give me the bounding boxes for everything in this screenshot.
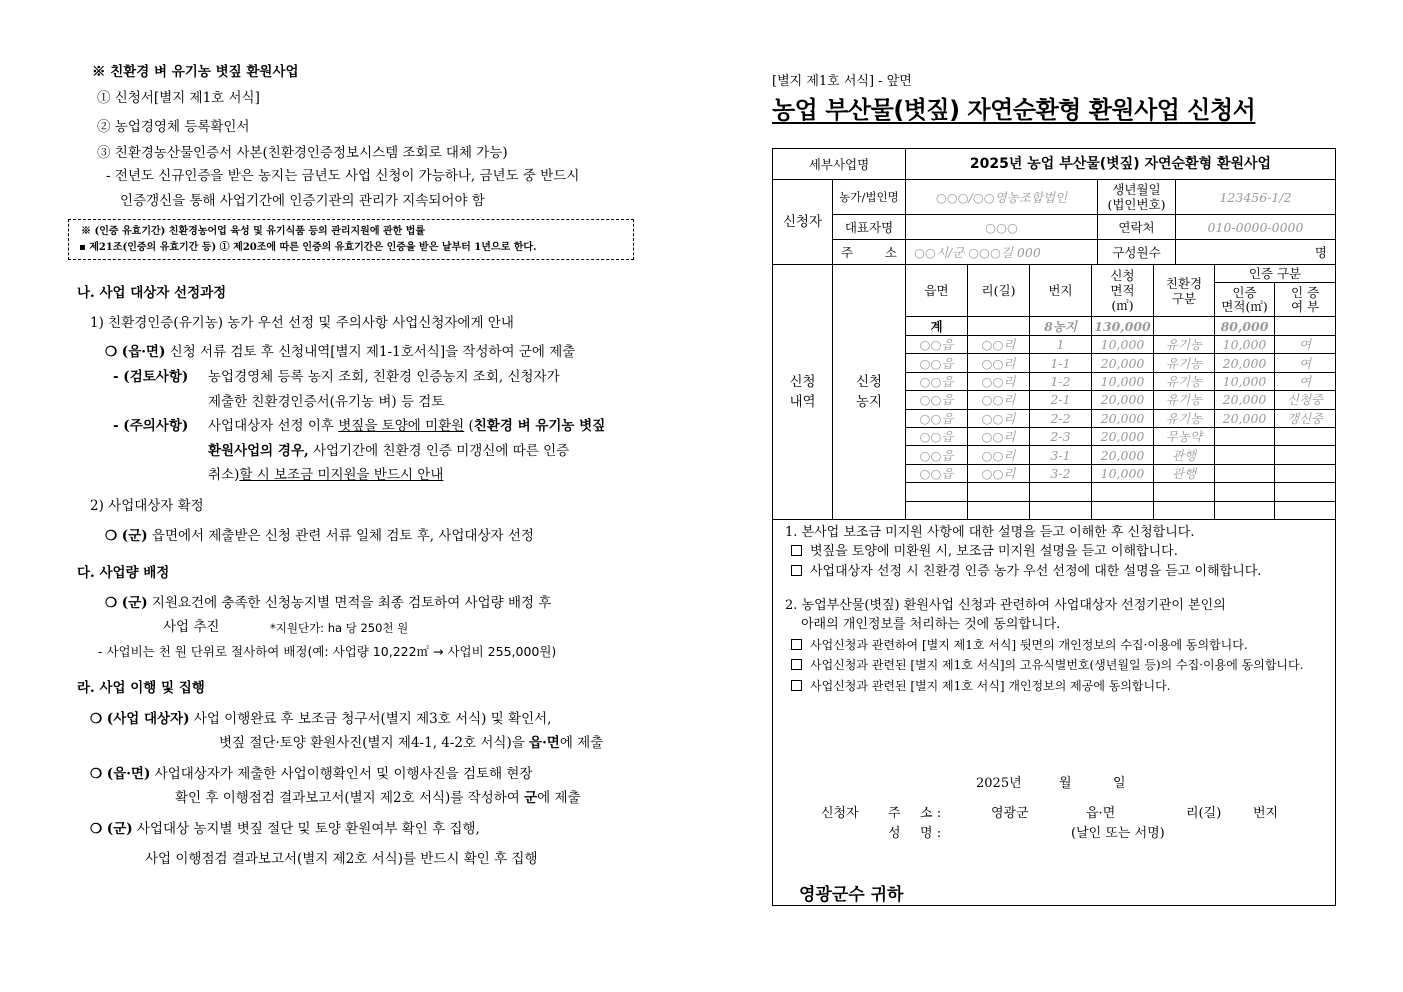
- caution-text-2a: 환원사업의 경우,: [208, 443, 309, 459]
- col-eco-2: 구분: [1171, 290, 1197, 306]
- sig-ri: 리(길): [1186, 806, 1222, 821]
- na-item-2: 2) 사업대상자 확정: [90, 498, 204, 514]
- farmland-cell-ri[interactable]: [968, 502, 1030, 520]
- col-cert: 인증 구분: [1215, 265, 1335, 283]
- rep-name-label: 대표자명: [833, 215, 906, 240]
- ra-item-1-tag: ❍ (사업 대상자): [90, 711, 190, 727]
- ra-item-3-tag: ❍ (군): [90, 821, 133, 837]
- col-area-1: 신청: [1110, 268, 1135, 283]
- checkbox-1b[interactable]: [791, 565, 802, 576]
- farmland-cell-cert-yn[interactable]: 신청중: [1275, 391, 1335, 409]
- total-ri: [968, 317, 1030, 336]
- total-area: 130,000: [1092, 317, 1154, 336]
- consent-2d-text: 사업신청과 관련된 [별지 제1호 서식] 개인정보의 제공에 동의합니다.: [810, 679, 1171, 693]
- legal-note-box: [68, 219, 634, 260]
- farmland-label-2: 농지: [855, 394, 883, 410]
- sig-county: 영광군: [991, 806, 1029, 821]
- da-item-1-tag: ❍ (군): [105, 595, 148, 611]
- doc-item-1: ① 신청서[별지 제1호 서식]: [97, 90, 260, 106]
- form-reference: [별지 제1호 서식] - 앞면: [772, 74, 912, 89]
- consent-2: 2. 농업부산물(볏짚) 환원사업 신청과 관련하여 사업대상자 선정기관이 본인의: [785, 598, 1226, 613]
- review-tag: - (검토사항): [113, 369, 189, 385]
- farmland-cell-ri[interactable]: ○○리: [968, 410, 1030, 428]
- ra-item-1-text: 사업 이행완료 후 보조금 청구서(별지 제3호 서식) 및 확인서,: [193, 711, 552, 727]
- consent-2a-text: 사업신청과 관련하여 [별지 제1호 서식] 뒷면의 개인정보의 수집·이용에 동의합니다.: [810, 638, 1248, 652]
- ra-item-2b-c: 에 제출: [537, 790, 581, 806]
- consent-2b: 아래의 개인정보를 처리하는 것에 동의합니다.: [801, 617, 1061, 632]
- total-bunji: 8농지: [1030, 317, 1092, 336]
- farmland-cell-bunji[interactable]: 1-1: [1030, 354, 1092, 372]
- farmland-cell-eup[interactable]: ○○읍: [906, 391, 968, 409]
- farmland-cell-ri[interactable]: [968, 483, 1030, 501]
- biz-name-value: 2025년 농업 부산물(볏짚) 자연순환형 환원사업: [906, 149, 1335, 180]
- birth-field[interactable]: 123456-1/2: [1176, 180, 1335, 215]
- col-area-2: 면적: [1110, 283, 1135, 298]
- ra-item-2b-a: 확인 후 이행점검 결과보고서(별지 제2호 서식)를 작성하여: [175, 790, 525, 806]
- farmland-cell-cert-area[interactable]: [1215, 483, 1275, 501]
- consent-2c-text: 사업신청과 관련된 [별지 제1호 서식]의 고유식별번호(생년월일 등)의 수집·이용에 동의합니다.: [810, 658, 1304, 672]
- checkbox-2d[interactable]: [791, 680, 802, 691]
- farmland-cell-bunji[interactable]: 3-1: [1030, 446, 1092, 464]
- address-label: [833, 240, 906, 265]
- farmland-cell-eco[interactable]: 유기농: [1154, 410, 1215, 428]
- na-item-2a-tag: ❍ (군): [105, 528, 148, 544]
- caution-text-1b: 볏짚을 토양에 미환원: [338, 418, 465, 434]
- ra-item-2b: [175, 789, 581, 807]
- ra-item-2: [90, 765, 533, 783]
- farmland-cell-area[interactable]: 20,000: [1092, 410, 1154, 428]
- farmland-cell-ri[interactable]: ○○리: [968, 373, 1030, 391]
- biz-name-label: 세부사업명: [773, 149, 906, 180]
- farmland-cell-cert-area[interactable]: [1215, 446, 1275, 464]
- date-month: 월: [1059, 776, 1072, 791]
- farmland-cell-bunji[interactable]: 1-2: [1030, 373, 1092, 391]
- farm-name-field[interactable]: ○○○/○○영농조합법인: [906, 180, 1098, 215]
- farmland-cell-eup[interactable]: ○○읍: [906, 465, 968, 483]
- farmland-cell-eup[interactable]: ○○읍: [906, 446, 968, 464]
- section-title: ※ 친환경 벼 유기농 볏짚 환원사업: [92, 64, 299, 80]
- da-item-1: [105, 594, 551, 612]
- col-cert-area: [1215, 283, 1275, 317]
- birth-label-1: 생년월일: [1112, 182, 1161, 197]
- ra-item-1b-a: 볏짚 절단·토양 환원사진(별지 제4-1, 4-2호 서식)을: [219, 735, 530, 751]
- contact-label: 연락처: [1098, 215, 1176, 240]
- details-label-2: 내역: [789, 394, 816, 410]
- farmland-cell-bunji[interactable]: 3-2: [1030, 465, 1092, 483]
- farmland-cell-eco[interactable]: 유기농: [1154, 373, 1215, 391]
- farmland-cell-ri[interactable]: ○○리: [968, 354, 1030, 372]
- consent-1: 1. 본사업 보조금 미지원 사항에 대한 설명을 듣고 이해한 후 신청합니다.: [785, 525, 1195, 540]
- farmland-cell-cert-yn[interactable]: 여: [1275, 336, 1335, 354]
- col-area-3: (㎡): [1111, 298, 1134, 313]
- caution-text-3b: 할 시 보조금 미지원을 반드시 안내: [239, 467, 444, 483]
- farmland-cell-cert-area[interactable]: 20,000: [1215, 391, 1275, 409]
- col-bunji: 번지: [1030, 265, 1092, 317]
- review-text-1: 농업경영체 등록 농지 조회, 친환경 인증농지 조회, 신청자가: [208, 369, 560, 385]
- consent-1a-text: 볏짚을 토양에 미환원 시, 보조금 미지원 설명을 듣고 이해합니다.: [810, 544, 1178, 559]
- farmland-cell-cert-area[interactable]: 10,000: [1215, 336, 1275, 354]
- farmland-cell-area[interactable]: [1092, 483, 1154, 501]
- consent-2a: [791, 637, 1248, 654]
- da-item-2: - 사업비는 천 원 단위로 절사하여 배정(예: 사업량 10,222㎡ → 사업비 255,000원): [98, 644, 557, 659]
- date-day: 일: [1113, 776, 1126, 791]
- sig-addr-2: 소 :: [920, 806, 942, 821]
- consent-1b: [791, 563, 1261, 580]
- farmland-cell-cert-yn[interactable]: 갱신중: [1275, 410, 1335, 428]
- sig-applicant: 신청자: [821, 806, 859, 821]
- farmland-cell-cert-yn[interactable]: [1275, 483, 1335, 501]
- birth-label: [1098, 180, 1176, 215]
- farmland-cell-area[interactable]: 20,000: [1092, 446, 1154, 464]
- doc-item-2: ② 농업경영체 등록확인서: [97, 119, 250, 135]
- consent-2d: [791, 678, 1171, 695]
- farmland-cell-eup[interactable]: ○○읍: [906, 410, 968, 428]
- checkbox-1a[interactable]: [791, 545, 802, 556]
- address-label-1: 주: [841, 244, 854, 260]
- farmland-cell-cert-area[interactable]: 20,000: [1215, 410, 1275, 428]
- farmland-cell-ri[interactable]: ○○리: [968, 465, 1030, 483]
- col-cert-yn-2: 여 부: [1290, 298, 1320, 314]
- farmland-cell-bunji[interactable]: 1: [1030, 336, 1092, 354]
- na-item-1a: [105, 343, 575, 361]
- caution-tag: - (주의사항): [113, 418, 189, 434]
- col-cert-area-2: 면적(㎡): [1221, 298, 1268, 314]
- farmland-cell-eup[interactable]: [906, 502, 968, 520]
- farmland-cell-area[interactable]: [1092, 502, 1154, 520]
- farmland-cell-cert-yn[interactable]: [1275, 446, 1335, 464]
- farmland-label-1: 신청: [855, 374, 883, 390]
- farmland-cell-bunji[interactable]: [1030, 483, 1092, 501]
- doc-item-3: ③ 친환경농산물인증서 사본(친환경인증정보시스템 조회로 대체 가능): [97, 145, 508, 161]
- farmland-cell-cert-area[interactable]: [1215, 502, 1275, 520]
- farmland-cell-area[interactable]: 20,000: [1092, 354, 1154, 372]
- farmland-cell-cert-yn[interactable]: [1275, 465, 1335, 483]
- farmland-cell-cert-area[interactable]: [1215, 465, 1275, 483]
- caution-text-1: [208, 417, 605, 435]
- members-unit: 명: [1314, 244, 1327, 260]
- da-item-1c: *지원단가: ha 당 250천 원: [270, 621, 409, 635]
- doc-note-1: - 전년도 신규인증을 받은 농지는 금년도 사업 신청이 가능하나, 금년도 중 반드시: [106, 168, 580, 184]
- farmland-cell-eco[interactable]: 관행: [1154, 465, 1215, 483]
- caution-text-1a: 사업대상자 선정 이후: [208, 418, 339, 434]
- farmland-cell-cert-yn[interactable]: [1275, 428, 1335, 446]
- farmland-cell-bunji[interactable]: [1030, 502, 1092, 520]
- farmland-label: [833, 265, 906, 520]
- farmland-cell-area[interactable]: 10,000: [1092, 373, 1154, 391]
- sig-stamp: (날인 또는 서명): [1071, 826, 1165, 841]
- na-item-1: 1) 친환경인증(유기농) 농가 우선 선정 및 주의사항 사업신청자에게 안내: [90, 315, 514, 331]
- ra-item-3: [90, 820, 480, 838]
- farmland-cell-eco[interactable]: [1154, 483, 1215, 501]
- addressee: 영광군수 귀하: [799, 885, 904, 905]
- farmland-cell-bunji[interactable]: 2-2: [1030, 410, 1092, 428]
- sig-eup: 읍·면: [1086, 806, 1116, 821]
- applicant-label: 신청자: [773, 180, 833, 265]
- details-label-1: 신청: [789, 374, 816, 390]
- consent-1a: [791, 543, 1178, 560]
- col-eco: [1154, 265, 1215, 317]
- heading-da: 다. 사업량 배정: [77, 565, 170, 581]
- sig-addr-1: 주: [888, 806, 901, 821]
- checkbox-2a[interactable]: [791, 639, 802, 650]
- total-eco: [1154, 317, 1215, 336]
- doc-note-2: 인증갱신을 통해 사업기간에 인증기관의 관리가 지속되어야 함: [120, 193, 485, 209]
- checkbox-2c[interactable]: [791, 659, 802, 670]
- na-item-1a-tag: ❍ (읍·면): [105, 344, 166, 360]
- farmland-cell-eco[interactable]: [1154, 502, 1215, 520]
- heading-ra: 라. 사업 이행 및 집행: [77, 680, 205, 696]
- farmland-cell-bunji[interactable]: 2-1: [1030, 391, 1092, 409]
- total-label: 계: [906, 317, 968, 336]
- ra-item-1: [90, 710, 551, 728]
- form-title: 농업 부산물(볏짚) 자연순환형 환원사업 신청서: [772, 96, 1256, 124]
- caution-text-1d: 친환경 벼 유기농 볏짚: [473, 418, 606, 434]
- consent-1b-text: 사업대상자 선정 시 친환경 인증 농가 우선 선정에 대한 설명을 듣고 이해합니다.: [810, 564, 1262, 579]
- farmland-cell-cert-area[interactable]: [1215, 428, 1275, 446]
- farmland-cell-ri[interactable]: ○○리: [968, 446, 1030, 464]
- col-eco-1: 친환경: [1165, 275, 1203, 291]
- farmland-cell-eco[interactable]: 무농약: [1154, 428, 1215, 446]
- total-cert-area: 80,000: [1215, 317, 1275, 336]
- ra-item-3-text: 사업대상 농지별 볏짚 절단 및 토양 환원여부 확인 후 집행,: [136, 821, 480, 837]
- na-item-1a-text: 신청 서류 검토 후 신청내역[별지 제1-1호서식]을 작성하여 군에 제출: [169, 344, 576, 360]
- heading-na: 나. 사업 대상자 선정과정: [77, 285, 227, 301]
- sig-name-1: 성: [888, 826, 901, 841]
- ra-item-1b: [219, 734, 603, 752]
- farmland-cell-area[interactable]: 20,000: [1092, 428, 1154, 446]
- farmland-cell-cert-yn[interactable]: 여: [1275, 354, 1335, 372]
- caution-text-2b: 사업기간에 친환경 인증 미갱신에 따른 인증: [308, 443, 570, 459]
- ra-item-2-tag: ❍ (읍·면): [90, 766, 151, 782]
- farmland-cell-ri[interactable]: ○○리: [968, 428, 1030, 446]
- col-cert-yn-1: 인 증: [1290, 284, 1320, 300]
- farmland-cell-eup[interactable]: ○○읍: [906, 336, 968, 354]
- review-text-2: 제출한 친환경인증서(유기농 벼) 등 검토: [208, 394, 445, 410]
- birth-label-2: (법인번호): [1107, 197, 1166, 212]
- legal-note-line-2: ▪ 제21조(인증의 유효기간 등) ① 제20조에 따른 인증의 유효기간은 인증을 받은 날부터 1년으로 한다.: [79, 242, 537, 253]
- da-item-1b: 사업 추진: [163, 619, 220, 635]
- details-label: [773, 265, 833, 520]
- farmland-cell-eup[interactable]: ○○읍: [906, 354, 968, 372]
- consent-2c: [791, 657, 1303, 674]
- ra-item-1b-b: 읍·면: [529, 735, 560, 751]
- farmland-cell-cert-area[interactable]: 10,000: [1215, 373, 1275, 391]
- caution-text-1c: (: [464, 418, 474, 434]
- farmland-cell-cert-yn[interactable]: 여: [1275, 373, 1335, 391]
- farmland-cell-cert-area[interactable]: 20,000: [1215, 354, 1275, 372]
- members-label: 구성원수: [1098, 240, 1176, 265]
- col-cert-area-1: 인증: [1232, 284, 1257, 300]
- farmland-cell-eup[interactable]: ○○읍: [906, 428, 968, 446]
- ra-item-1b-c: 에 제출: [559, 735, 604, 751]
- col-eup: 읍면: [906, 265, 968, 317]
- ra-item-2b-b: 군: [524, 790, 538, 806]
- sig-bunji: 번지: [1253, 806, 1279, 821]
- farmland-cell-eco[interactable]: 유기농: [1154, 336, 1215, 354]
- caution-text-2: [208, 442, 569, 460]
- contact-field[interactable]: 010-0000-0000: [1176, 215, 1335, 240]
- farmland-cell-bunji[interactable]: 2-3: [1030, 428, 1092, 446]
- farmland-cell-eco[interactable]: 유기농: [1154, 391, 1215, 409]
- date-year: 2025년: [976, 776, 1022, 791]
- caution-text-3: [208, 466, 443, 484]
- sig-name-2: 명 :: [920, 826, 942, 841]
- ra-item-2-text: 사업대상자가 제출한 사업이행확인서 및 이행사진을 검토해 현장: [154, 766, 533, 782]
- total-cert-yn: [1275, 317, 1335, 336]
- rep-name-field[interactable]: ○○○: [906, 215, 1098, 240]
- address-label-2: 소: [884, 244, 897, 260]
- farm-name-label: 농가/법인명: [833, 180, 906, 215]
- application-form: [772, 148, 1336, 906]
- na-item-2a: [105, 527, 534, 545]
- col-ri: 리(길): [968, 265, 1030, 317]
- farmland-cell-cert-yn[interactable]: [1275, 502, 1335, 520]
- farmland-cell-ri[interactable]: ○○리: [968, 391, 1030, 409]
- caution-text-3a: 취소): [208, 467, 240, 483]
- farmland-cell-eco[interactable]: 유기농: [1154, 354, 1215, 372]
- farmland-cell-eup[interactable]: [906, 483, 968, 501]
- members-field[interactable]: [1176, 240, 1335, 265]
- address-field[interactable]: ○○시/군 ○○○길 000: [906, 240, 1098, 265]
- farmland-cell-eup[interactable]: ○○읍: [906, 373, 968, 391]
- farmland-cell-eco[interactable]: 관행: [1154, 446, 1215, 464]
- na-item-2a-text: 읍면에서 제출받은 신청 관련 서류 일체 검토 후, 사업대상자 선정: [151, 528, 534, 544]
- legal-note-line-1: ※ (인증 유효기간) 친환경농어업 육성 및 유기식품 등의 관리지원에 관한 법률: [81, 226, 426, 237]
- farmland-cell-area[interactable]: 20,000: [1092, 391, 1154, 409]
- farmland-cell-ri[interactable]: ○○리: [968, 336, 1030, 354]
- ra-item-3b: 사업 이행점검 결과보고서(별지 제2호 서식)를 반드시 확인 후 집행: [145, 851, 538, 867]
- farmland-cell-area[interactable]: 10,000: [1092, 465, 1154, 483]
- col-area: [1092, 265, 1154, 317]
- da-item-1-text: 지원요건에 충족한 신청농지별 면적을 최종 검토하여 사업량 배정 후: [151, 595, 552, 611]
- farmland-cell-area[interactable]: 10,000: [1092, 336, 1154, 354]
- col-cert-yn: [1275, 283, 1335, 317]
